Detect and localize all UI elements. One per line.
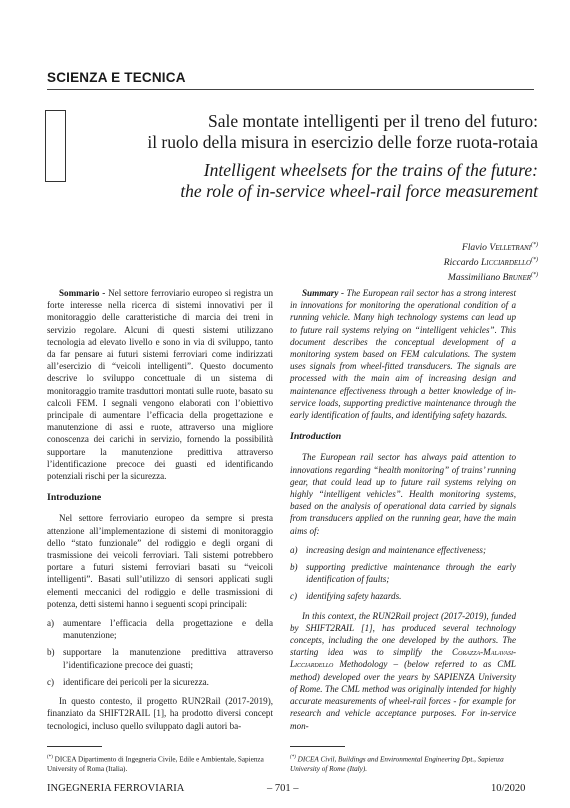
list-item: c) identifying safety hazards. [290, 591, 402, 602]
footer-journal: INGEGNERIA FERROVIARIA [47, 783, 185, 794]
footnote-right: (*) DICEA Civil, Buildings and Environmental Engineering Dpt., Sapienza University of Rome (Italy). [290, 755, 504, 773]
list-item: b) supportare la manutenzione predittiva attraverso l’identificazione precoce dei guasti; [47, 647, 273, 670]
list-item: b) supporting predictive maintenance through the early identification of faults; [290, 562, 516, 585]
title-italian [100, 111, 538, 153]
section-title: SCIENZA E TECNICA [47, 70, 186, 85]
paragraph: The European rail sector has always paid attention to innovations regarding “health monitoring” of trains’ running gear, that could lead up to future rail systems relying on highly “intelligent vehicles”. Health monitoring systems, based on the analysis of operational data carried by signals from transducers applied on the running gear, have the main aims of: [290, 452, 516, 536]
footnote-rule-left [47, 746, 102, 747]
aims-list-it [47, 617, 273, 688]
list-item: c) identificare dei pericoli per la sicurezza. [47, 676, 209, 687]
footnote-rule-right [290, 746, 345, 747]
title-italian-line-1: Sale montate intelligenti per il treno del futuro: [208, 111, 538, 131]
paragraph: Nel settore ferroviario europeo da sempre si presta attenzione all’implementazione di sistemi di monitoraggio dello “stato funzionale” del rodiggio e degli organi di trasmissione dei veicoli ferroviari. Tali sistemi potrebbero portare a futuri sistemi ferroviari basati su “veicoli intelligenti”. Basati sull’utilizzo di sensori applicati sugli elementi meccanici del rodiggio e delle trasmissioni di potenza, detti sistemi hanno i seguenti scopi principali: [47, 513, 273, 609]
left-column [47, 287, 273, 739]
title-english-line-2: the role of in-service wheel-rail force measurement [180, 181, 538, 201]
paragraph: In questo contesto, il progetto RUN2Rail (2017-2019), finanziato da SHIFT2RAIL [1], ha prodotto diversi concept tecnologici, incluso quello sviluppato dagli autori ba- [47, 696, 273, 731]
list-item: a) aumentare l’efficacia della progettazione e della manutenzione; [47, 618, 273, 641]
footnote-left: (*) DICEA Dipartimento di Ingegneria Civile, Edile e Ambientale, Sapienza University of Roma (Italia). [47, 755, 264, 773]
right-column [290, 287, 516, 739]
aims-list-en [290, 544, 516, 603]
title-english [100, 160, 538, 202]
summary-en: Summary - The European rail sector has a strong interest in innovations for monitoring the operational condition of a running vehicle. Many high technology systems can lead up to future rail systems relying on “intelligent vehicles”. This document describes the conceptual development of a monitoring system based on FEM calculations. The system uses signals from wheel-fitted transducers. The signals are processed with the main aim of increasing design and maintenance effectiveness through a better knowledge of in-service loads, supporting predictive maintenance through the early identification of faults, and identifying safety hazards. [290, 288, 516, 421]
paragraph: In this context, the RUN2Rail project (2017-2019), funded by SHIFT2RAIL [1], has produced several technology concepts, including the one developed by the authors. The starting idea was to simplify the Corazza-Malavasi-Licciardello Methodology – (below referred to as CML method) developed over the years by SAPIENZA University of Rome. The CML method was originally intended for highly accurate measurements of wheel-rail forces - for example for research and vehicle acceptance purposes. For in-service mon- [290, 610, 516, 731]
author: Riccardo Licciardello(*) [443, 257, 538, 269]
list-item: a) increasing design and maintenance effectiveness; [290, 544, 486, 555]
authors [300, 239, 538, 285]
summary-it: Sommario - Nel settore ferroviario europeo si registra un forte interesse nella ricerca di sistemi innovativi per il monitoraggio delle caratteristiche di marcia dei treni in servizio regolare. Alcuni di questi sistemi utilizzano tecnologia ad elevato livello e sono in via di sviluppo, tanto da far pensare ai futuri sistemi ferroviari come indirizzati all’esercizio di “veicoli intelligenti”. Questo documento descrive lo sviluppo concettuale di un sistema di monitoraggio tramite trasduttori montati sulle ruote, basato su calcoli FEM. I segnali vengono elaborati con l’obiettivo principale di aumentare l’efficacia della progettazione e manutenzione di assi e ruote, attraverso una migliore conoscenza dei carichi in servizio, fornendo la possibilità supportare la manutenzione predittiva attraverso l’identificazione precoce dei guasti ed identificando potenziali rischi per la sicurezza. [47, 288, 273, 482]
decorative-box [45, 110, 66, 182]
section-rule [47, 89, 534, 90]
author: Massimiliano Bruner(*) [447, 272, 538, 284]
heading-introduction: Introduction [290, 431, 342, 443]
author: Flavio Velletrani(*) [461, 242, 538, 254]
heading-introduzione: Introduzione [47, 492, 102, 504]
title-italian-line-2: il ruolo della misura in esercizio delle forze ruota-rotaia [147, 132, 538, 152]
footer-page-number: – 701 – [267, 783, 299, 794]
title-english-line-1: Intelligent wheelsets for the trains of the future: [203, 160, 538, 180]
footer-date: 10/2020 [491, 783, 526, 794]
